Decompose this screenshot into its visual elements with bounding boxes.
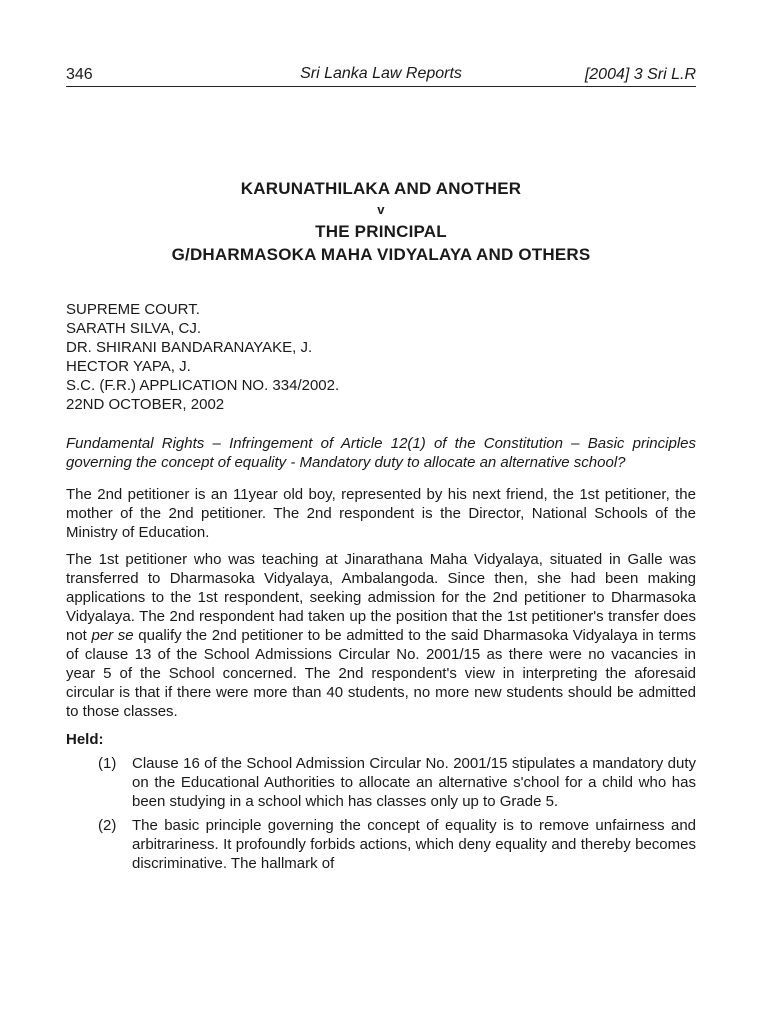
report-citation: [2004] 3 Sri L.R bbox=[584, 66, 696, 83]
page-number: 346 bbox=[66, 66, 93, 83]
judge-2: DR. SHIRANI BANDARANAYAKE, J. bbox=[66, 339, 313, 356]
case-title-versus: v bbox=[377, 202, 385, 217]
held-item bbox=[66, 754, 696, 811]
running-header bbox=[66, 60, 696, 87]
court-and-bench bbox=[66, 300, 696, 414]
facts-paragraph-2-part-1: The 1st petitioner who was teaching at Jinarathana Maha Vidyalaya, situated in Galle was transferred to Dharmasoka Vidyalaya, Ambalangoda. Since then, she had been making applications to the 1st respondent, seeking admission for the 2nd petitioner to Dharmasoka Vidyalaya. The 2nd respondent had taken up the position that the 1st petitioner's transfer does not bbox=[66, 551, 696, 644]
judge-1: SARATH SILVA, CJ. bbox=[66, 320, 202, 337]
case-title-line-1: KARUNATHILAKA AND ANOTHER bbox=[240, 179, 522, 198]
law-report-page bbox=[66, 60, 696, 873]
case-title-line-2: THE PRINCIPAL bbox=[315, 222, 447, 241]
decision-date: 22ND OCTOBER, 2002 bbox=[66, 396, 225, 413]
application-number: S.C. (F.R.) APPLICATION NO. 334/2002. bbox=[66, 377, 340, 394]
case-title bbox=[66, 177, 696, 266]
facts-paragraph-2 bbox=[66, 550, 696, 721]
held-item-text: The basic principle governing the concept of equality is to remove unfairness and arbitrariness. It profoundly forbids actions, which deny equality and thereby becomes discriminative. The hallmark of bbox=[132, 817, 696, 872]
held-item-number: (1) bbox=[98, 755, 117, 772]
held-heading: Held: bbox=[66, 731, 104, 748]
facts-paragraph-2-emphasis: per se bbox=[91, 627, 134, 644]
headnote: Fundamental Rights – Infringement of Article 12(1) of the Constitution – Basic principles governing the concept of equality - Mandatory duty to allocate an alternative school? bbox=[66, 435, 696, 471]
court-name: SUPREME COURT. bbox=[66, 301, 200, 318]
facts-paragraph-2-part-2: qualify the 2nd petitioner to be admitted to the said Dharmasoka Vidyalaya in terms of clause 13 of the School Admissions Circular No. 2001/15 as there were no vacancies in year 5 of the School concerned. The 2nd respondent's view in interpreting the aforesaid circular is that if there were more than 40 students, no more new students should be admitted to those classes. bbox=[66, 627, 696, 720]
case-title-line-3: G/DHARMASOKA MAHA VIDYALAYA AND OTHERS bbox=[171, 245, 591, 264]
facts-paragraph-1: The 2nd petitioner is an 11year old boy, represented by his next friend, the 1st petitioner, the mother of the 2nd petitioner. The 2nd respondent is the Director, National Schools of the Ministry of Education. bbox=[66, 486, 696, 541]
judge-3: HECTOR YAPA, J. bbox=[66, 358, 191, 375]
journal-title: Sri Lanka Law Reports bbox=[300, 65, 462, 82]
held-item-text: Clause 16 of the School Admission Circular No. 2001/15 stipulates a mandatory duty on the Educational Authorities to allocate an alternative s'chool for a child who has been studying in a school which has classes only up to Grade 5. bbox=[132, 755, 696, 810]
held-item-number: (2) bbox=[98, 817, 117, 834]
held-item bbox=[66, 816, 696, 873]
